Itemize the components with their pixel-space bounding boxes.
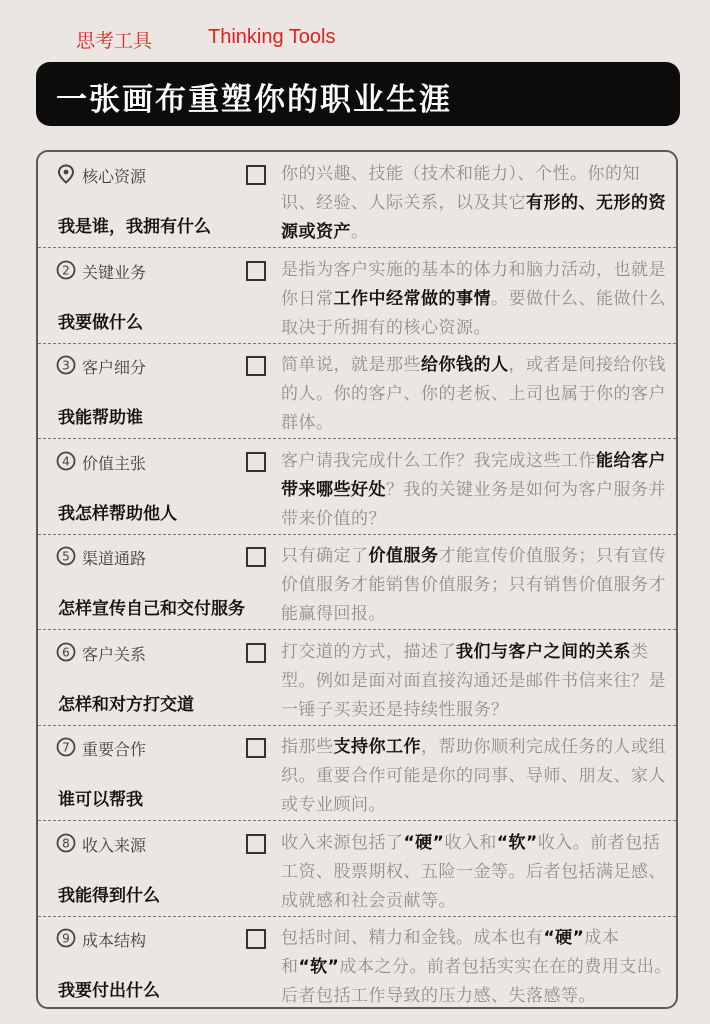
svg-text:4: 4 (62, 453, 70, 468)
desc-text: 收入来源包括了 (281, 832, 404, 853)
circled-number-icon (56, 451, 76, 471)
svg-text:5: 5 (62, 549, 70, 564)
canvas-card (36, 150, 678, 1009)
canvas-row (38, 152, 676, 248)
canvas-row (38, 534, 676, 630)
desc-text: 收入。前者包括工资、股票期权、五险一金等。后者包括满足感、成就感和社会贡献等。 (281, 832, 666, 911)
checkbox-icon[interactable] (246, 738, 266, 758)
row-description (281, 638, 673, 725)
row-description (281, 542, 673, 629)
row-description (281, 351, 673, 438)
row-description (281, 733, 673, 820)
circled-number-icon (56, 260, 76, 280)
row-question: 怎样宣传自己和交付服务 (58, 599, 245, 619)
row-question: 怎样和对方打交道 (58, 694, 194, 715)
row-description (281, 256, 673, 343)
row-question: 我怎样帮助他人 (58, 503, 177, 524)
desc-highlight: 能给客户带来哪些好处 (281, 450, 666, 500)
row-tag: 重要合作 (82, 740, 147, 759)
canvas-row (38, 916, 676, 1011)
desc-text: 简单说，就是那些 (281, 355, 421, 375)
row-question: 我要做什么 (58, 312, 143, 333)
row-question: 我能帮助谁 (58, 408, 143, 428)
row-tag: 价值主张 (82, 453, 147, 473)
row-tag: 客户细分 (82, 358, 147, 377)
desc-text: 。要做什么、能做什么取决于所拥有的核心资源。 (281, 288, 666, 338)
checkbox-icon[interactable] (246, 165, 266, 185)
desc-highlight: 有形的、无形的资源或资产 (281, 193, 666, 242)
row-description (281, 160, 673, 247)
svg-text:3: 3 (62, 358, 70, 373)
circled-number-icon (56, 928, 76, 948)
circled-number-icon (56, 546, 76, 566)
desc-text: ，或者是间接给你钱的人。你的客户、你的老板、上司也属于你的客户群体。 (281, 355, 666, 433)
title-banner (36, 62, 680, 126)
canvas-row (38, 725, 676, 821)
desc-text: 是指为客户实施的基本的体力和脑力活动，也就是你日常 (281, 259, 666, 309)
desc-text: ，帮助你顺利完成任务的人或组织。重要合作可能是你的同事、导师、朋友、家人或专业顾问。 (281, 737, 666, 815)
canvas-row (38, 248, 676, 344)
desc-text: 打交道的方式，描述了 (281, 641, 456, 662)
checkbox-icon[interactable] (246, 356, 266, 376)
row-description (281, 924, 673, 1011)
desc-text: 成本之分。前者包括实实在在的费用支出。后者包括工作导致的压力感、失落感等。 (281, 957, 672, 1006)
svg-text:9: 9 (62, 931, 70, 946)
row-description (281, 447, 673, 534)
desc-text: ？我的关键业务是如何为客户服务并带来价值的？ (281, 479, 666, 529)
desc-text: 。 (351, 222, 369, 242)
canvas-row (38, 439, 676, 535)
desc-text: 才能宣传价值服务；只有宣传价值服务才能销售价值服务；只有销售价值服务才能赢得回报。 (281, 546, 666, 624)
row-tag: 客户关系 (82, 644, 147, 664)
svg-text:8: 8 (62, 835, 70, 850)
row-tag: 渠道通路 (82, 549, 147, 568)
row-question: 谁可以帮我 (58, 790, 143, 810)
header-label-cn: 思考工具 (76, 30, 153, 52)
row-tag: 收入来源 (82, 835, 147, 855)
desc-text: 只有确定了 (281, 546, 369, 566)
header-label-en: Thinking Tools (208, 26, 336, 48)
desc-highlight: 价值服务 (368, 546, 439, 566)
desc-text: 客户请我完成什么工作？我完成这些工作 (281, 450, 596, 471)
row-question: 我要付出什么 (58, 981, 160, 1001)
desc-highlight: 工作中经常做的事情 (333, 288, 491, 309)
checkbox-icon[interactable] (246, 834, 266, 854)
page-title: 一张画布重塑你的职业生涯 (56, 82, 452, 118)
checkbox-icon[interactable] (246, 261, 266, 281)
canvas-row (38, 630, 676, 726)
checkbox-icon[interactable] (246, 643, 266, 663)
checkbox-icon[interactable] (246, 547, 266, 567)
canvas-row (38, 343, 676, 439)
row-question: 我是谁，我拥有什么 (58, 217, 211, 237)
circled-number-icon (56, 642, 76, 662)
desc-highlight: 给你钱的人 (421, 355, 509, 375)
desc-text: 成本和 (281, 928, 620, 977)
checkbox-icon[interactable] (246, 929, 266, 949)
row-question: 我能得到什么 (58, 885, 160, 906)
canvas-row (38, 821, 676, 917)
desc-text: 你的兴趣、技能（技术和能力）、个性。你的知识、经验、人际关系，以及其它 (281, 164, 640, 213)
desc-text: 类型。例如是面对面直接沟通还是邮件书信来往？是一锤子买卖还是持续性服务？ (281, 641, 666, 720)
circled-number-icon (56, 355, 76, 375)
desc-highlight: 支持你工作 (333, 737, 421, 757)
checkbox-icon[interactable] (246, 452, 266, 472)
desc-text: 指那些 (281, 737, 334, 757)
desc-highlight: 我们与客户之间的关系 (456, 641, 631, 662)
desc-highlight: “硬” (543, 928, 585, 948)
circled-number-icon (56, 737, 76, 757)
svg-text:7: 7 (62, 740, 70, 755)
row-tag: 成本结构 (82, 931, 147, 950)
svg-text:6: 6 (62, 644, 70, 659)
location-pin-icon (56, 164, 76, 184)
circled-number-icon (56, 833, 76, 853)
desc-highlight: “软” (298, 957, 340, 977)
svg-text:2: 2 (62, 262, 70, 277)
desc-text: 包括时间、精力和金钱。成本也有 (281, 928, 544, 948)
row-tag: 核心资源 (82, 167, 147, 186)
desc-text: 收入和 (444, 832, 497, 853)
row-tag: 关键业务 (82, 262, 147, 282)
row-description (281, 829, 673, 916)
desc-highlight: “硬” (403, 832, 445, 853)
desc-highlight: “软” (496, 832, 538, 853)
